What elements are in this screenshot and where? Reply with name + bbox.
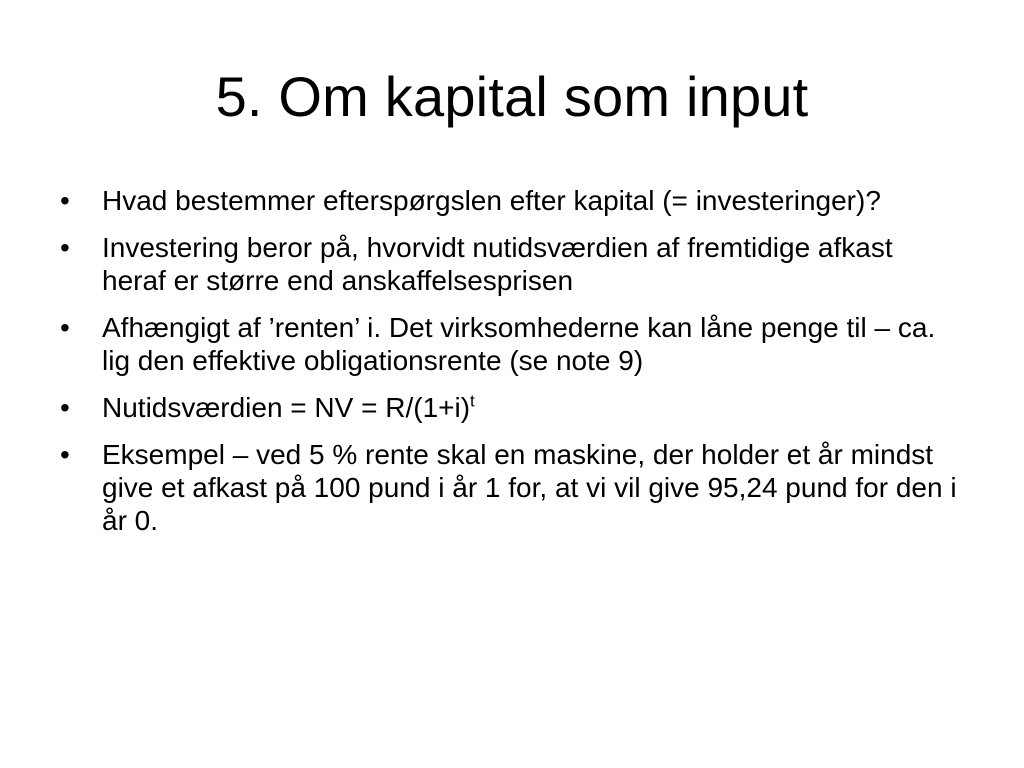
- bullet-icon: •: [60, 392, 70, 423]
- bullet-text: Nutidsværdien = NV = R/(1+i): [102, 392, 471, 423]
- bullet-item: [60, 391, 960, 424]
- bullet-item: [60, 231, 960, 297]
- bullet-icon: •: [60, 232, 70, 263]
- bullet-item: [60, 438, 960, 537]
- bullet-superscript: t: [470, 391, 475, 411]
- bullet-text: Afhængigt af ’renten’ i. Det virksomhederne kan låne penge til – ca. lig den effektive obligationsrente (se note 9): [102, 312, 936, 376]
- bullet-icon: •: [60, 185, 70, 216]
- bullet-icon: •: [60, 312, 70, 343]
- bullet-text: Hvad bestemmer efterspørgslen efter kapital (= investeringer)?: [102, 185, 881, 216]
- bullet-item: [60, 311, 960, 377]
- bullet-list: [60, 184, 960, 551]
- slide-title: 5. Om kapital som input: [215, 65, 809, 128]
- bullet-text: Investering beror på, hvorvidt nutidsværdien af fremtidige afkast heraf er større end anskaffelsesprisen: [102, 232, 893, 296]
- bullet-text: Eksempel – ved 5 % rente skal en maskine, der holder et år mindst give et afkast på 100 pund i år 1 for, at vi vil give 95,24 pund for den i år 0.: [102, 439, 957, 536]
- bullet-icon: •: [60, 439, 70, 470]
- bullet-item: [60, 184, 960, 217]
